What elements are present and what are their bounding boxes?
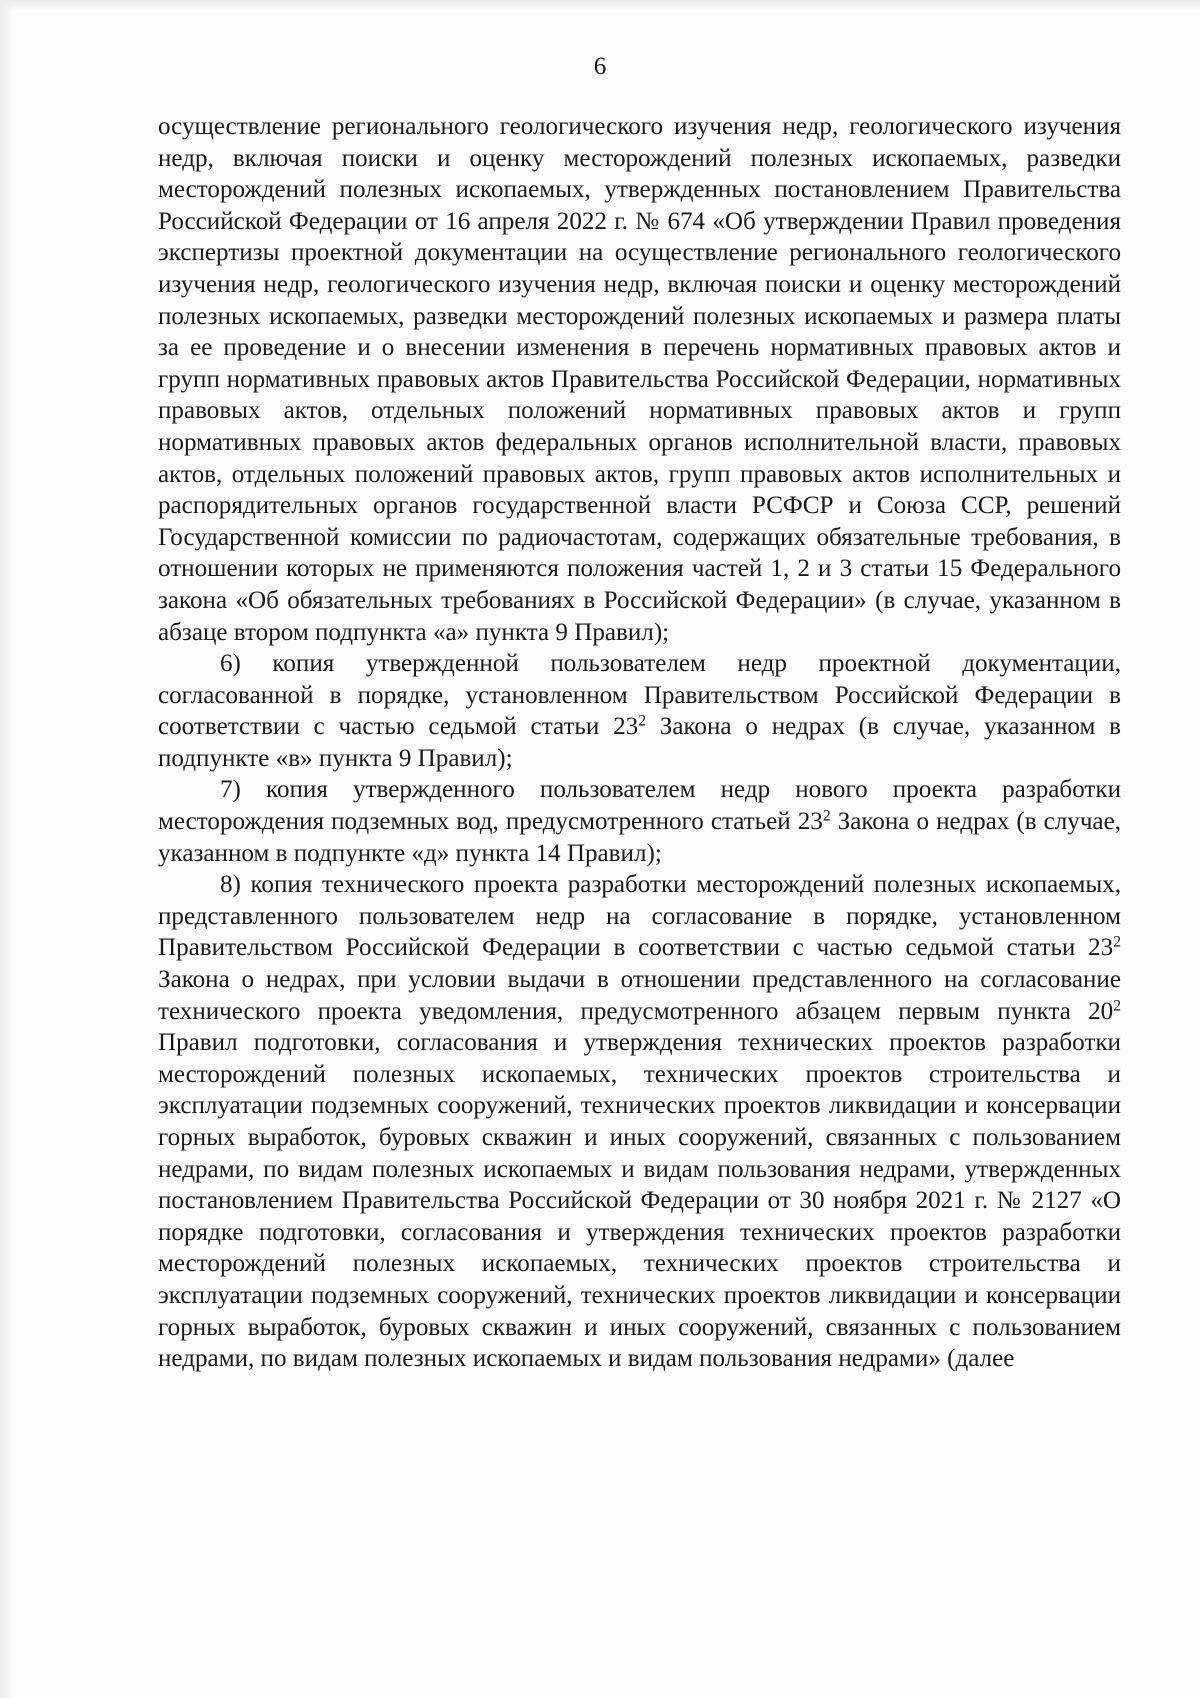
document-body [158,111,1121,1375]
superscript: 2 [822,807,831,825]
superscript: 2 [638,712,646,730]
page-number: 6 [593,53,607,80]
paragraph-p2 [158,648,1121,774]
text-segment: 7) копия утвержденного пользователем недр нового проекта разработки месторождения подземных вод, предусмотренного статьей 23 [158,776,1121,836]
superscript: 2 [1113,997,1121,1015]
text-segment: осуществление регионального геологического изучения недр, геологического изучения недр, включая поиски и оценку месторождений полезных ископаемых, разведки месторождений полезных ископаемых, утвержденных постановлением Правительства Российской Федерации от 16 апреля 2022 г. № 674 «Об утверждении Правил проведения экспертизы проектной документации на осуществление регионального геологического изучения недр, геологического изучения недр, включая поиски и оценку месторождений полезных ископаемых, разведки месторождений полезных ископаемых и размера платы за ее проведение и о внесении изменения в перечень нормативных правовых актов и групп нормативных правовых актов Правительства Российской Федерации, нормативных правовых актов, отдельных положений нормативных правовых актов и групп нормативных правовых актов федеральных органов исполнительной власти, правовых актов, отдельных положений правовых актов, групп правовых актов исполнительных и распорядительных органов государственной власти РСФСР и Союза ССР, решений Государственной комиссии по радиочастотам, содержащих обязательные требования, в отношении которых не применяются положения частей 1, 2 и 3 статьи 15 Федерального закона «Об обязательных требованиях в Российской Федерации» (в случае, указанном в абзаце втором подпункта «а» пункта 9 Правил); [158,113,1121,646]
text-segment: Закона о недрах, при условии выдачи в отношении представленного на согласование технического проекта уведомления, предусмотренного абзацем первым пункта 20 [158,966,1121,1025]
text-segment: Закона о недрах (в случае, указанном в подпункте «д» пункта 14 Правил); [158,808,1121,867]
scan-edge-top [0,0,1200,10]
paragraph-p4 [158,869,1121,1375]
text-segment: Закона о недрах (в случае, указанном в подпункте «в» пункта 9 Правил); [158,713,1121,772]
paragraph-p3 [158,774,1121,869]
text-segment: Правил подготовки, согласования и утверждения технических проектов разработки месторождений полезных ископаемых, технических проектов строительства и эксплуатации подземных сооружений, технических проектов ликвидации и консервации горных выработок, буровых скважин и иных сооружений, связанных с пользованием недрами, по видам полезных ископаемых и видам пользования недрами, утвержденных постановлением Правительства Российской Федерации от 30 ноября 2021 г. № 2127 «О порядке подготовки, согласования и утверждения технических проектов разработки месторождений полезных ископаемых, технических проектов строительства и эксплуатации подземных сооружений, технических проектов ликвидации и консервации горных выработок, буровых скважин и иных сооружений, связанных с пользованием недрами, по видам полезных ископаемых и видам пользования недрами» (далее [158,1029,1121,1373]
text-segment: 6) копия утвержденной пользователем недр проектной документации, согласованной в порядке, установленном Правительством Российской Федерации в соответствии с частью седьмой статьи 23 [158,650,1121,741]
paragraph-p1 [158,111,1121,648]
superscript: 2 [1113,933,1121,951]
text-segment: 8) копия технического проекта разработки месторождений полезных ископаемых, представленного пользователем недр на согласование в порядке, установленном Правительством Российской Федерации в соответствии с частью седьмой статьи 23 [158,871,1121,962]
scan-edge-left [0,0,14,1698]
